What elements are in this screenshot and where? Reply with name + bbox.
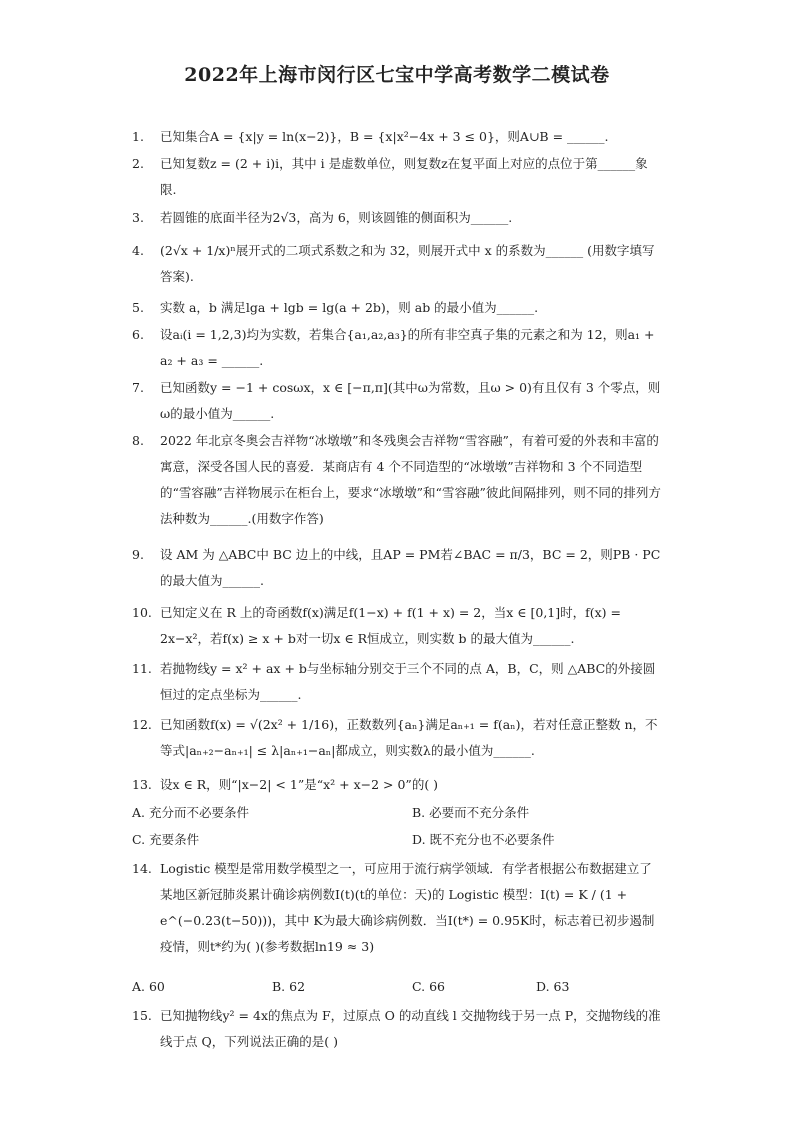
- question-text: 2022 年北京冬奥会吉祥物“冰墩墩”和冬残奥会吉祥物“雪容融”，有着可爱的外表和丰富的寓意，深受各国人民的喜爱．某商店有 4 个不同造型的“冰墩墩”吉祥物和 3 个不同造型的“雪容融”吉祥物展示在柜台上，要求“冰墩墩”和“雪容融”彼此间隔排列，则不同的排列方法种数为______.(用数字作答): [160, 433, 661, 526]
- question-10: [132, 600, 662, 652]
- question-12: [132, 712, 662, 764]
- question-13: [132, 772, 662, 798]
- question-number: 11.: [132, 661, 152, 676]
- question-text: 设x ∈ R，则“|x−2| < 1”是“x² + x−2 > 0”的( ): [160, 777, 439, 792]
- question-text: 已知集合A = {x|y = ln(x−2)}，B = {x|x²−4x + 3 ≤ 0}，则A∪B = ______.: [160, 129, 609, 144]
- option-b: B. 62: [272, 979, 306, 994]
- question-number: 14.: [132, 861, 152, 876]
- option-b: B. 必要而不充分条件: [412, 805, 530, 820]
- question-15: [132, 1003, 662, 1055]
- question-5: [132, 295, 662, 321]
- question-text: 已知函数f(x) = √(2x² + 1/16)，正数数列{aₙ}满足aₙ₊₁ = f(aₙ)，若对任意正整数 n，不等式|aₙ₊₂−aₙ₊₁| ≤ λ|aₙ₊₁−aₙ|都成立，则实数λ的最小值为______.: [160, 717, 658, 758]
- question-text: 已知复数z = (2 + i)i，其中 i 是虚数单位，则复数z在复平面上对应的点位于第______象限.: [160, 156, 648, 197]
- option-a: A. 充分而不必要条件: [132, 805, 249, 820]
- question-text: 设aᵢ(i = 1,2,3)均为实数，若集合{a₁,a₂,a₃}的所有非空真子集的元素之和为 12，则a₁ + a₂ + a₃ = ______.: [160, 327, 655, 368]
- question-number: 13.: [132, 777, 152, 792]
- page-title: 2022年上海市闵行区七宝中学高考数学二模试卷: [184, 64, 610, 86]
- question-number: 4.: [132, 243, 144, 258]
- question-number: 1.: [132, 129, 144, 144]
- question-1: [132, 124, 662, 150]
- question-text: 若抛物线y = x² + ax + b与坐标轴分别交于三个不同的点 A，B，C，则 △ABC的外接圆恒过的定点坐标为______.: [160, 661, 656, 702]
- question-number: 3.: [132, 210, 144, 225]
- question-11: [132, 656, 662, 708]
- question-number: 7.: [132, 380, 144, 395]
- question-number: 10.: [132, 605, 152, 620]
- question-9: [132, 542, 662, 594]
- question-text: 已知定义在 R 上的奇函数f(x)满足f(1−x) + f(1 + x) = 2，当x ∈ [0,1]时，f(x) = 2x−x²，若f(x) ≥ x + b对一切x ∈ R恒成立，则实数 b 的最大值为______.: [160, 605, 621, 646]
- option-c: C. 66: [412, 979, 445, 994]
- question-number: 9.: [132, 547, 144, 562]
- question-text: 若圆锥的底面半径为2√3，高为 6，则该圆锥的侧面积为______.: [160, 210, 513, 225]
- question-number: 2.: [132, 156, 144, 171]
- question-8: [132, 428, 662, 532]
- question-text: 已知抛物线y² = 4x的焦点为 F，过原点 O 的动直线 l 交抛物线于另一点 P，交抛物线的准线于点 Q，下列说法正确的是( ): [160, 1008, 661, 1049]
- question-number: 6.: [132, 327, 144, 342]
- question-6: [132, 322, 662, 374]
- option-a: A. 60: [132, 979, 165, 994]
- question-text: (2√x + 1/x)ⁿ展开式的二项式系数之和为 32，则展开式中 x 的系数为______ (用数字填写答案).: [160, 243, 655, 284]
- question-number: 8.: [132, 433, 144, 448]
- question-number: 5.: [132, 300, 144, 315]
- option-c: C. 充要条件: [132, 832, 200, 847]
- question-text: Logistic 模型是常用数学模型之一，可应用于流行病学领域．有学者根据公布数据建立了某地区新冠肺炎累计确诊病例数I(t)(t的单位：天)的 Logistic 模型：I(t) = K / (1 + e^(−0.23(t−50)))，其中 K为最大确诊病例数．当I(t*) = 0.95K时，标志着已初步遏制疫情，则t*约为( )(参考数据ln19 ≈ 3): [160, 861, 655, 954]
- question-7: [132, 375, 662, 427]
- option-d: D. 既不充分也不必要条件: [412, 832, 555, 847]
- option-d: D. 63: [536, 979, 570, 994]
- question-number: 12.: [132, 717, 152, 732]
- question-4: [132, 238, 662, 290]
- question-text: 实数 a，b 满足lga + lgb = lg(a + 2b)，则 ab 的最小值为______.: [160, 300, 539, 315]
- question-number: 15.: [132, 1008, 152, 1023]
- question-3: [132, 205, 662, 231]
- question-text: 设 AM 为 △ABC中 BC 边上的中线，且AP = PM若∠BAC = π/3，BC = 2，则PB · PC的最大值为______.: [160, 547, 661, 588]
- question-2: [132, 151, 662, 203]
- question-text: 已知函数y = −1 + cosωx，x ∈ [−π,π](其中ω为常数，且ω > 0)有且仅有 3 个零点，则ω的最小值为______.: [160, 380, 661, 421]
- question-14: [132, 856, 662, 960]
